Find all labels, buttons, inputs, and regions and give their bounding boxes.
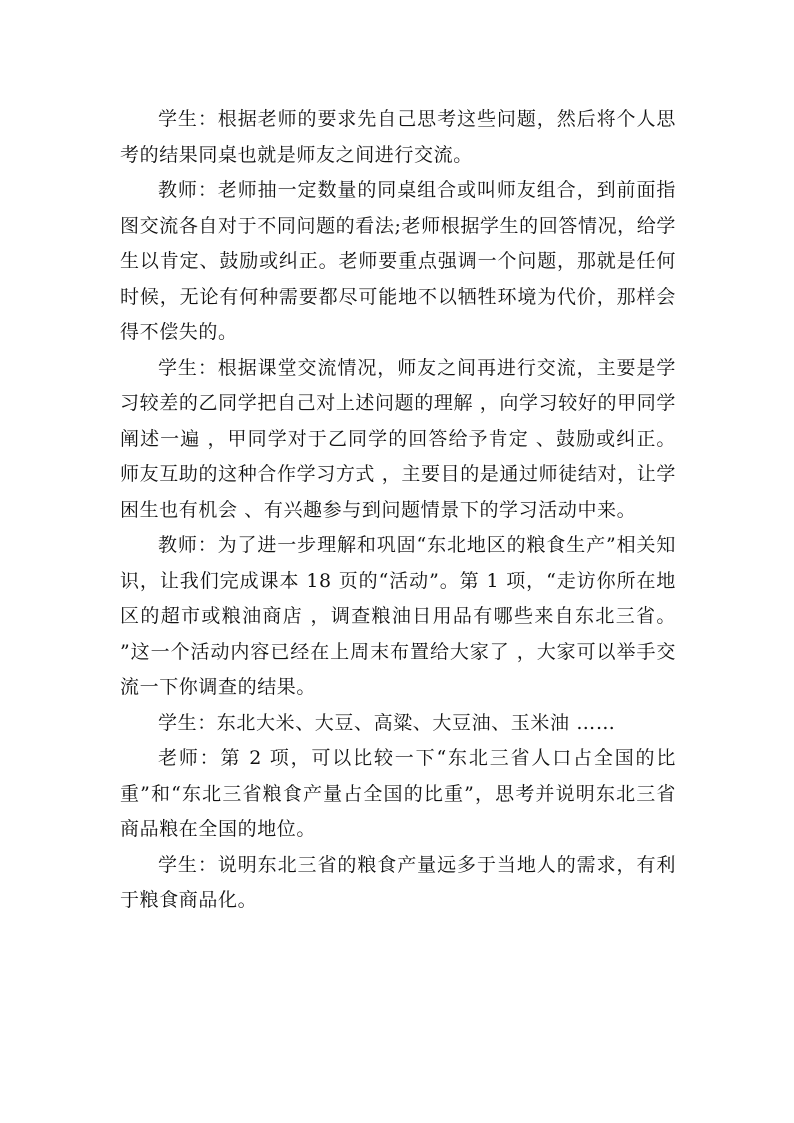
paragraph-student-exchange: 学生：根据课堂交流情况，师友之间再进行交流，主要是学习较差的乙同学把自己对上述问题的理解 ，向学习较好的甲同学阐述一遍 ，甲同学对于乙同学的回答给予肯定 、鼓励或纠正。师友互助的这种合作学习方式 ，主要目的是通过师徒结对，让学困生也有机会 、有兴趣参与到问题情景下的学习活动中来。 <box>120 356 676 521</box>
paragraph-teacher-compare: 老师：第 2 项，可以比较一下“东北三省人口占全国的比重”和“东北三省粮食产量占全国的比重”，思考并说明东北三省商品粮在全国的地位。 <box>120 747 676 840</box>
paragraph-student-think: 学生：根据老师的要求先自己思考这些问题，然后将个人思考的结果同桌也就是师友之间进行交流。 <box>120 108 676 166</box>
paragraph-teacher-group: 教师：老师抽一定数量的同桌组合或叫师友组合，到前面指图交流各自对于不同问题的看法;老师根据学生的回答情况，给学生以肯定、鼓励或纠正。老师要重点强调一个问题，那就是任何时候，无论有何种需要都尽可能地不以牺牲环境为代价，那样会得不偿失的。 <box>120 179 676 343</box>
document-body <box>120 102 676 919</box>
paragraph-student-products: 学生：东北大米、大豆、高粱、大豆油、玉米油 …… <box>158 711 616 734</box>
paragraph-teacher-activity: 教师：为了进一步理解和巩固“东北地区的粮食生产”相关知识，让我们完成课本 18 页的“活动”。第 1 项，“走访你所在地区的超市或粮油商店 ，调查粮油日用品有哪些来自东北三省。 ”这一个活动内容已经在上周末布置给大家了 ，大家可以举手交流一下你调查的结果。 <box>120 534 676 698</box>
paragraph-student-conclusion: 学生：说明东北三省的粮食产量远多于当地人的需求，有利于粮食商品化。 <box>120 853 676 911</box>
